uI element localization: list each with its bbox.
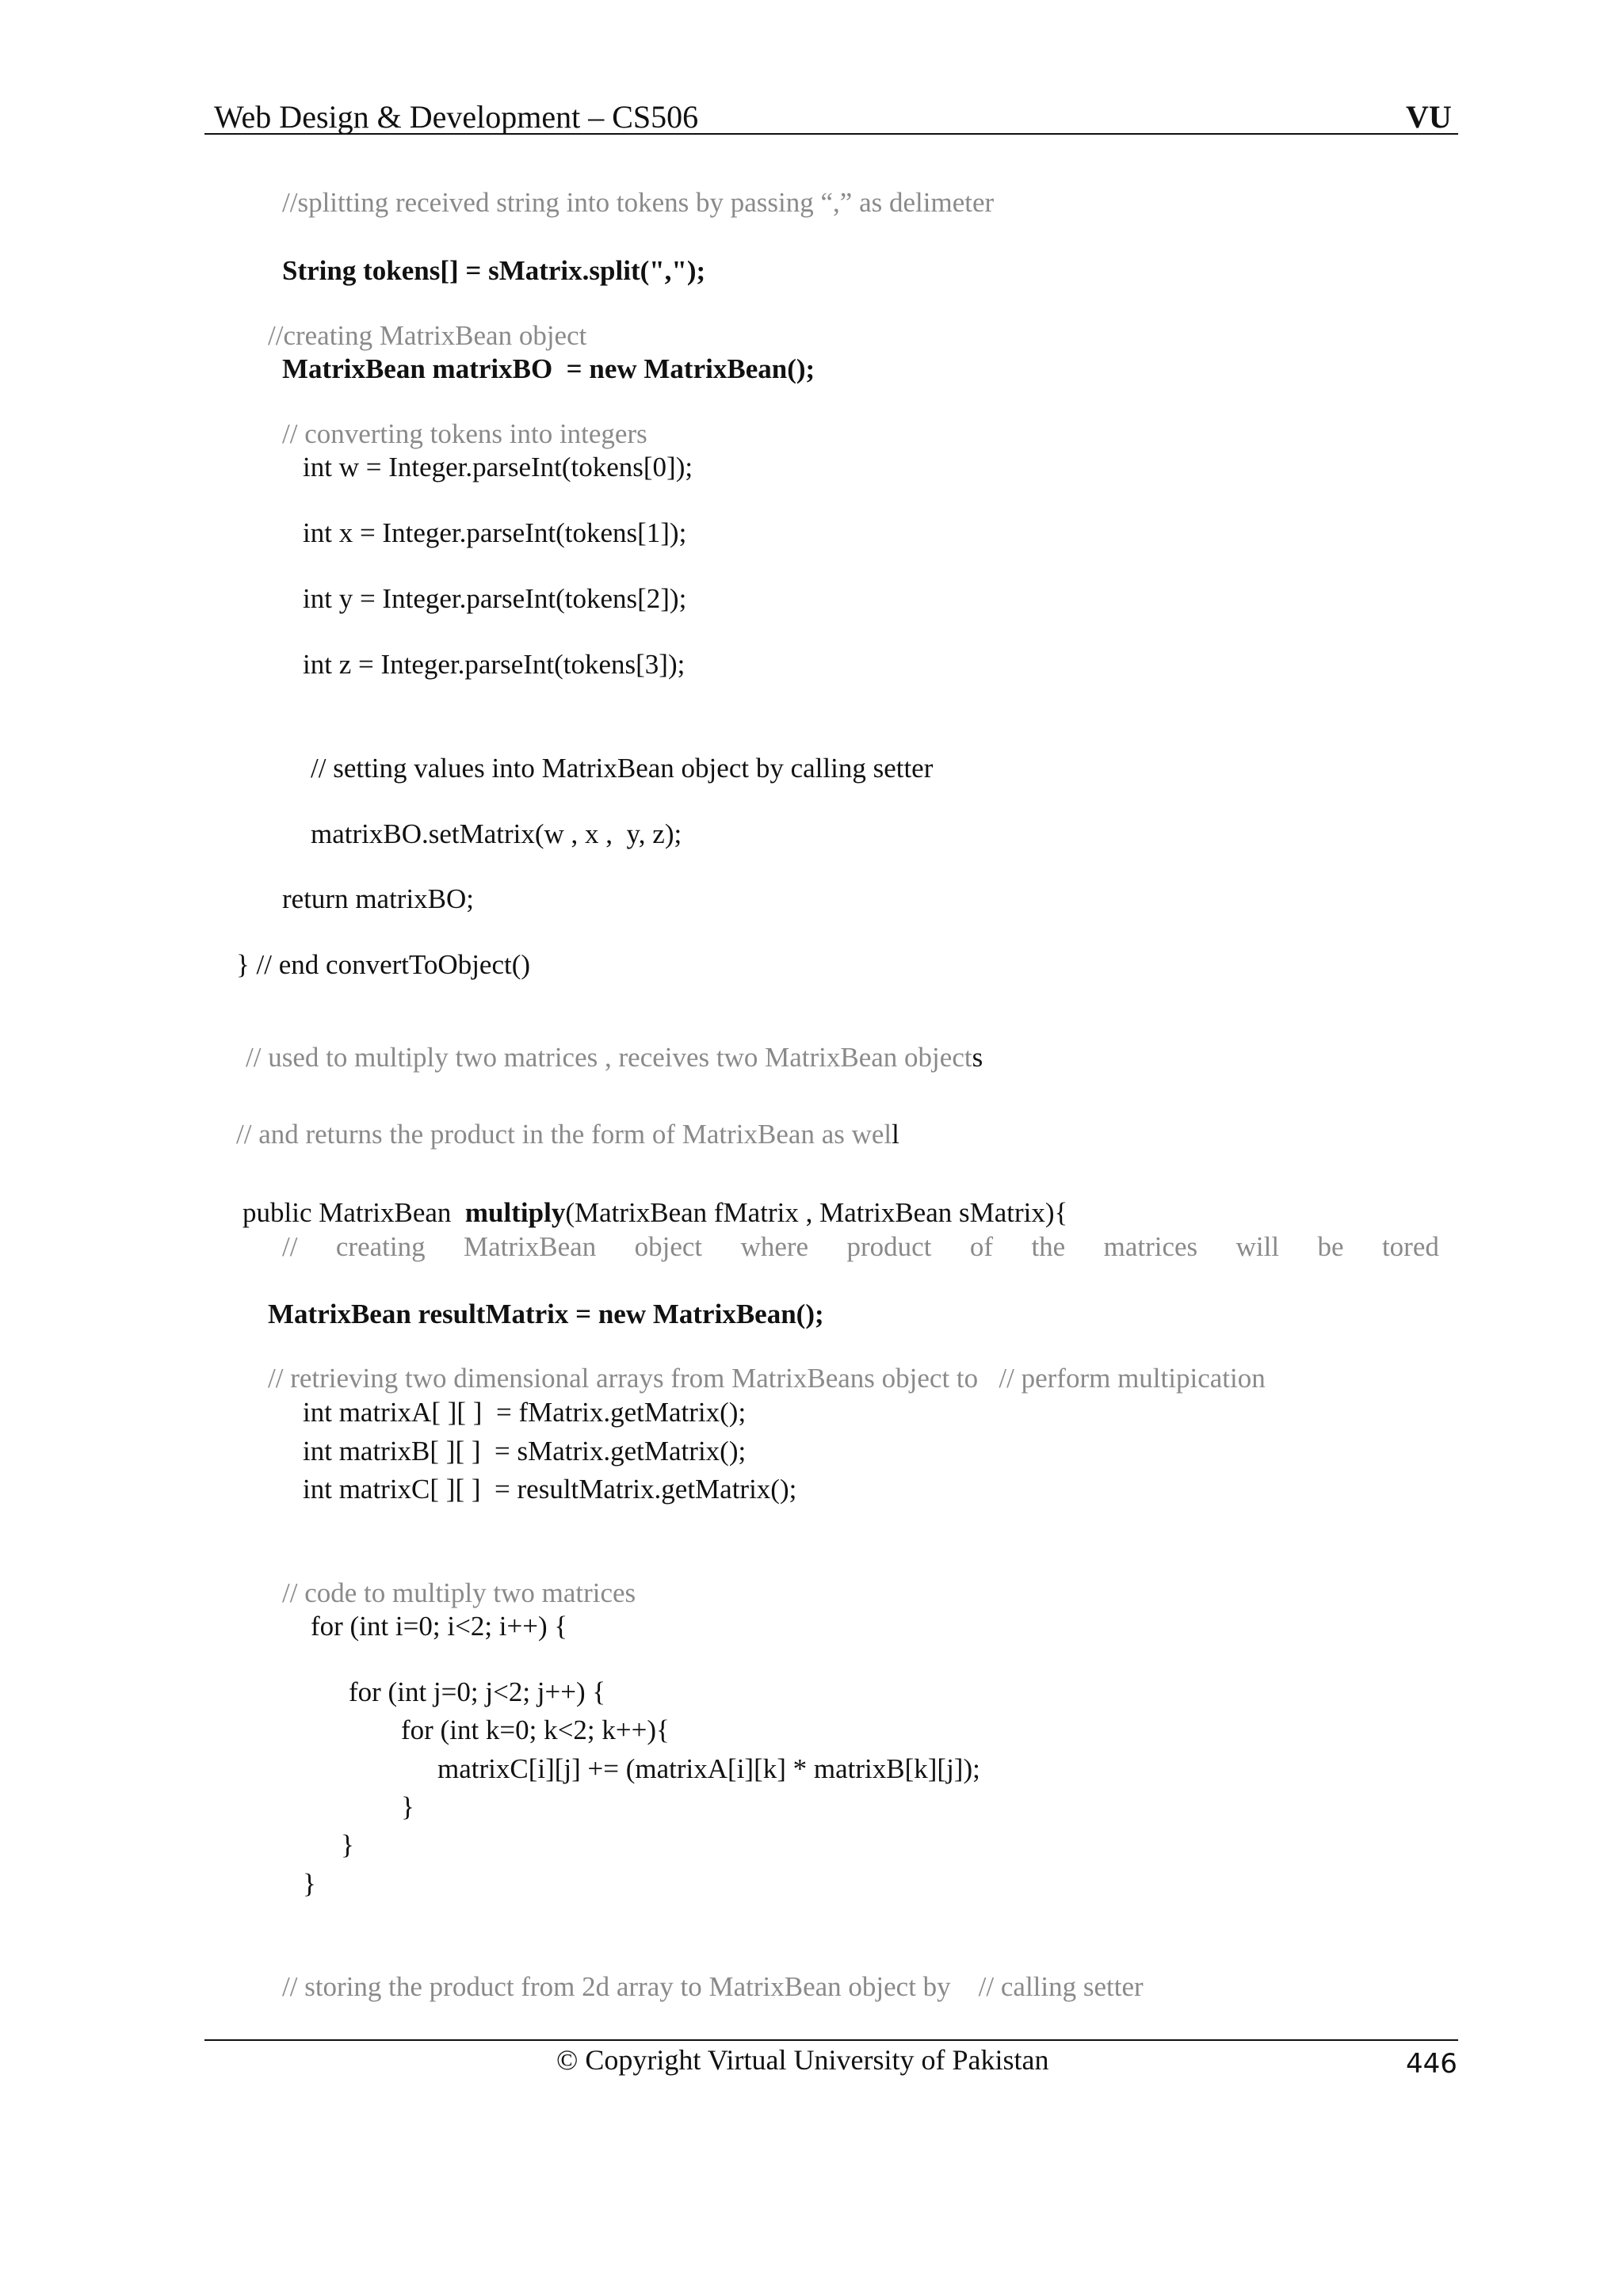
code-line: String tokens[] = sMatrix.split(","); [282,255,706,286]
comment-text: // used to multiply two matrices , receives two MatrixBean object [246,1042,972,1073]
code-comment: // storing the product from 2d array to MatrixBean object by // calling setter [282,1971,1144,2002]
comment-word: // [282,1231,298,1262]
code-line: return matrixBO; [282,883,475,914]
method-name: multiply [464,1197,566,1228]
code-line: for (int k=0; k<2; k++){ [401,1714,670,1745]
code-comment: // setting values into MatrixBean object by calling setter [311,753,934,784]
comment-word: the [1031,1231,1066,1262]
code-comment-justified [282,1233,1439,1261]
comment-word: creating [335,1231,426,1262]
comment-word: where [740,1231,809,1262]
code-line: int matrixC[ ][ ] = resultMatrix.getMatrix(); [303,1474,797,1505]
comment-word: tored [1381,1231,1439,1262]
code-line: int matrixB[ ][ ] = sMatrix.getMatrix(); [303,1436,747,1466]
page-number: 446 [1406,2048,1457,2080]
code-line: matrixC[i][j] += (matrixA[i][k] * matrixB[k][j]); [437,1753,980,1784]
code-brace: } [401,1791,414,1822]
code-brace: } [303,1868,316,1899]
code-comment: //splitting received string into tokens by passing “,” as delimeter [282,187,995,218]
code-comment: // converting tokens into integers [282,418,647,449]
code-line: int w = Integer.parseInt(tokens[0]); [303,452,693,482]
signature-params: (MatrixBean fMatrix , MatrixBean sMatrix){ [565,1197,1068,1228]
code-comment [236,1120,899,1148]
copyright-notice: © Copyright Virtual University of Pakistan [556,2044,1049,2076]
code-brace: } [341,1829,354,1860]
comment-word: MatrixBean [464,1231,597,1262]
code-line: matrixBO.setMatrix(w , x , y, z); [311,818,682,849]
institution-mark: VU [1406,99,1452,135]
comment-word: of [969,1231,994,1262]
code-comment: //creating MatrixBean object [268,320,587,351]
comment-word: be [1317,1231,1344,1262]
comment-word: product [846,1231,932,1262]
code-line: } // end convertToObject() [236,949,531,980]
code-line: for (int j=0; j<2; j++) { [349,1676,606,1707]
code-line: int matrixA[ ][ ] = fMatrix.getMatrix(); [303,1397,747,1428]
method-signature [242,1199,1067,1226]
code-comment: // code to multiply two matrices [282,1577,636,1608]
code-comment [246,1043,983,1071]
code-line: int x = Integer.parseInt(tokens[1]); [303,517,687,548]
comment-word: matrices [1103,1231,1198,1262]
signature-start: public MatrixBean [242,1197,465,1228]
footer-rule [204,2039,1458,2041]
code-line: MatrixBean resultMatrix = new MatrixBean(); [268,1299,824,1329]
comment-tail: s [972,1042,983,1073]
comment-word: will [1235,1231,1280,1262]
document-title: Web Design & Development – CS506 [214,99,699,135]
code-line: int z = Integer.parseInt(tokens[3]); [303,649,685,680]
comment-text: // and returns the product in the form of MatrixBean as wel [236,1119,892,1150]
code-line: int y = Integer.parseInt(tokens[2]); [303,583,687,614]
code-comment: // retrieving two dimensional arrays from MatrixBeans object to // perform multipication [268,1363,1266,1394]
header-rule [204,133,1458,135]
comment-word: object [634,1231,703,1262]
comment-tail: l [892,1119,899,1150]
code-line: for (int i=0; i<2; i++) { [311,1611,568,1642]
code-line: MatrixBean matrixBO = new MatrixBean(); [282,353,815,384]
